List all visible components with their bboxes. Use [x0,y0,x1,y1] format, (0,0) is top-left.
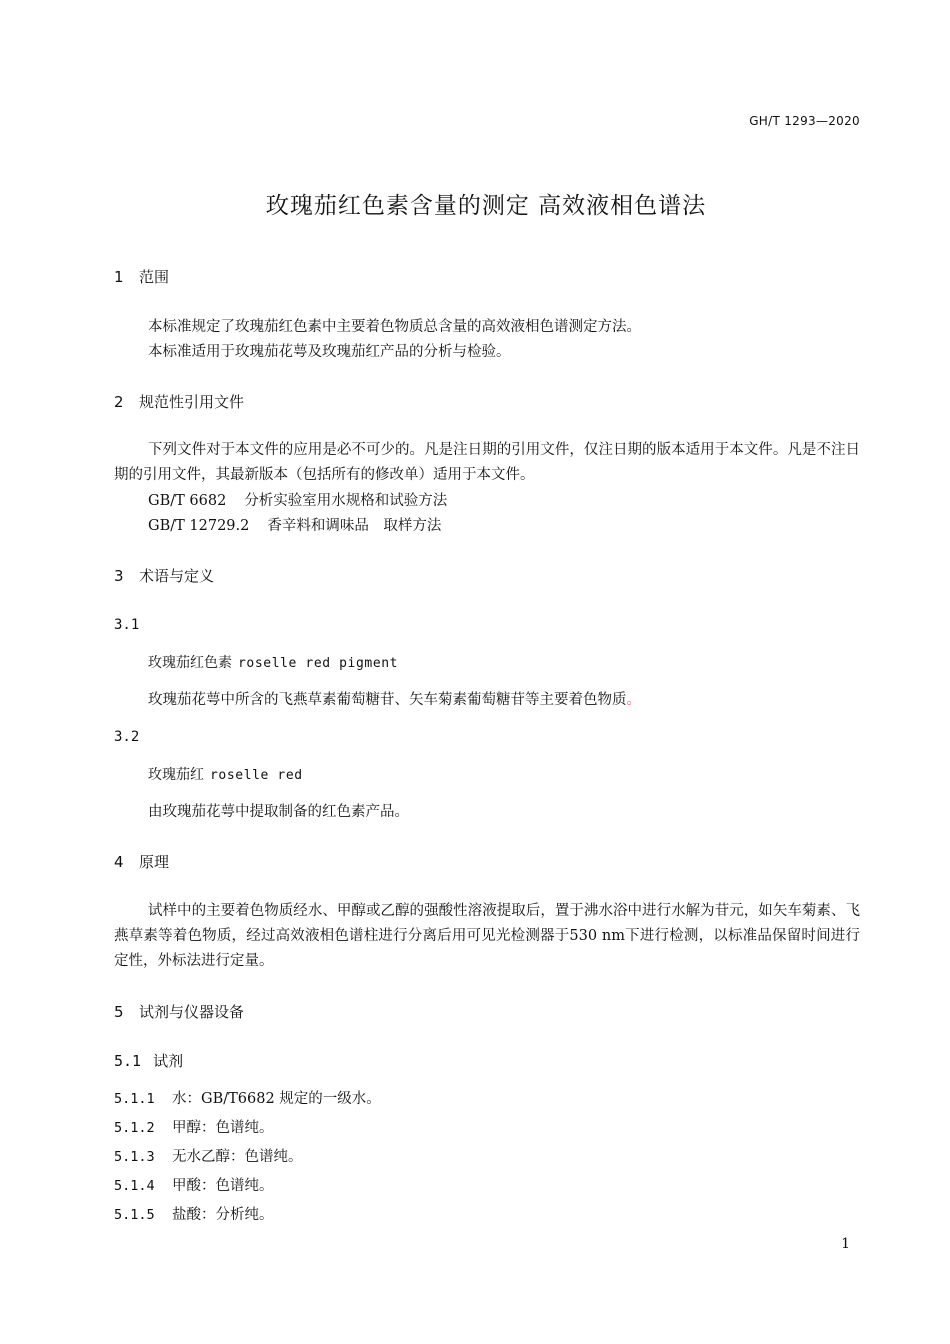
term-zh: 玫瑰茄红 [148,767,204,783]
term-number: 3.2 [114,729,140,745]
section-number: 4 [114,853,124,871]
reagent-number: 5.1.3 [114,1149,155,1165]
term-entry [148,653,398,674]
section-3-heading [114,566,214,586]
principle-paragraph: 试样中的主要着色物质经水、甲醇或乙醇的强酸性溶液提取后，置于沸水浴中进行水解为苷元，如矢车菊素、飞燕草素等着色物质，经过高效液相色谱柱进行分离后用可见光检测器于530 nm下进行检测，以标准品保留时间进行定性，外标法进行定量。 [114,903,860,969]
term-number: 3.1 [114,617,140,633]
reagent-number: 5.1.1 [114,1091,155,1107]
section-title: 规范性引用文件 [139,393,245,411]
term-definition [148,690,641,710]
definition-end-mark: 。 [626,692,641,708]
reagent-item [114,1205,274,1225]
reference-name: 分析实验室用水规格和试验方法 [244,493,448,509]
section-5-heading [114,1002,244,1022]
reference-name: 香辛料和调味品 取样方法 [267,518,442,534]
reagent-item [114,1147,303,1167]
reagent-number: 5.1.5 [114,1207,155,1223]
section-4-heading [114,852,169,872]
section-number: 3 [114,567,124,585]
term-entry [148,765,303,786]
reagent-item [114,1089,381,1109]
reagent-text: 无水乙醇：色谱纯。 [172,1149,303,1165]
standard-code: GH/T 1293—2020 [749,114,860,128]
reagent-item [114,1118,274,1138]
page-number: 1 [841,1236,850,1252]
term-en: roselle red pigment [238,656,399,671]
subsection-5-1-heading [114,1051,183,1071]
term-zh: 玫瑰茄红色素 [148,655,232,671]
section-number: 2 [114,393,124,411]
reagent-text: 甲醇：色谱纯。 [172,1120,274,1136]
reference-item [148,516,441,536]
section-title: 范围 [139,268,170,286]
term-definition [148,802,409,822]
subsection-number: 5.1 [114,1052,142,1070]
reagent-number: 5.1.4 [114,1178,155,1194]
term-definition-text: 由玫瑰茄花萼中提取制备的红色素产品。 [148,804,409,820]
references-intro: 下列文件对于本文件的应用是必不可少的。凡是注日期的引用文件，仅注日期的版本适用于本文件。凡是不注日期的引用文件，其最新版本（包括所有的修改单）适用于本文件。 [114,442,860,483]
reagent-text: 盐酸：分析纯。 [172,1207,274,1223]
scope-paragraph: 本标准适用于玫瑰茄花萼及玫瑰茄红产品的分析与检验。 [148,344,511,360]
section-number: 5 [114,1003,124,1021]
reagent-item [114,1176,274,1196]
reference-code: GB/T 6682 [148,493,227,509]
section-number: 1 [114,268,124,286]
section-1-heading [114,267,169,287]
term-definition-text: 玫瑰茄花萼中所含的飞燕草素葡萄糖苷、矢车菊素葡萄糖苷等主要着色物质 [148,692,627,708]
section-2-heading [114,392,244,412]
reagent-text: 甲酸：色谱纯。 [172,1178,274,1194]
reference-item [148,491,447,511]
term-en: roselle red [210,768,303,783]
reagent-number: 5.1.2 [114,1120,155,1136]
scope-paragraph: 本标准规定了玫瑰茄红色素中主要着色物质总含量的高效液相色谱测定方法。 [148,319,641,335]
section-title: 试剂与仪器设备 [139,1003,245,1021]
section-title: 原理 [139,853,170,871]
reference-code: GB/T 12729.2 [148,518,250,534]
document-title: 玫瑰茄红色素含量的测定 高效液相色谱法 [265,193,707,219]
subsection-title: 试剂 [153,1052,184,1070]
reagent-text: 水：GB/T6682 规定的一级水。 [172,1091,381,1107]
section-title: 术语与定义 [139,567,215,585]
